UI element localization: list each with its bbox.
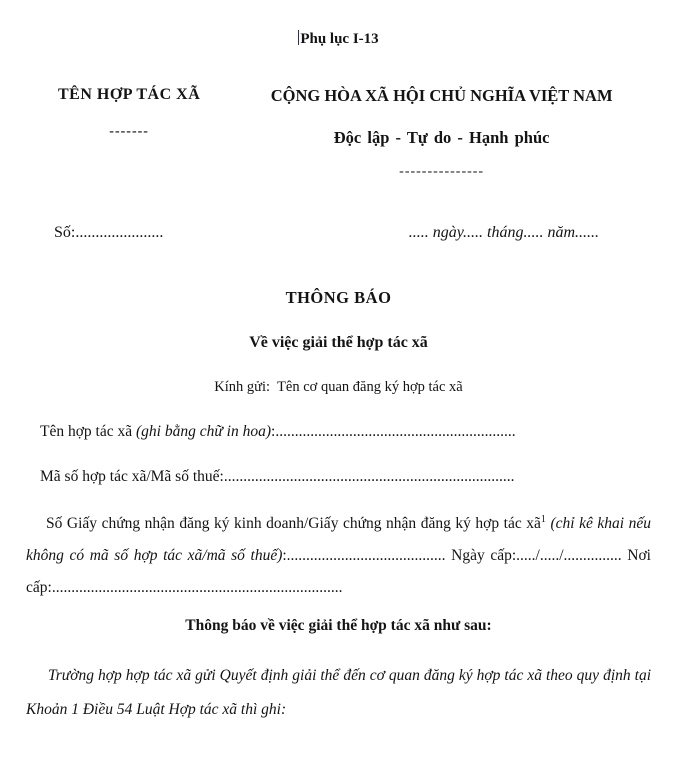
certificate-note: (chỉ kê khai nếu không có mã số hợp tác xã/mã số thuế) — [26, 515, 651, 564]
tax-code-line — [26, 468, 651, 486]
appendix-line — [26, 30, 651, 48]
org-name-divider: ------- — [109, 124, 149, 139]
recipient-line: Kính gửi: Tên cơ quan đăng ký hợp tác xã — [214, 379, 463, 395]
meta-row — [26, 224, 651, 242]
instruction-paragraph: Trường hợp hợp tác xã gửi Quyết định giải thể đến cơ quan đăng ký hợp tác xã theo quy định tại Khoản 1 Điều 54 Luật Hợp tác xã thì ghi: — [26, 667, 651, 718]
tax-code-blank[interactable]: :........................................................................... — [219, 468, 515, 485]
coop-name-label: Tên hợp tác xã — [40, 423, 136, 440]
issue-date-field[interactable]: Ngày cấp:...../...../............... — [445, 546, 628, 564]
document-number-field[interactable]: Số:...................... — [54, 224, 164, 241]
coop-name-blank[interactable]: :.............................................................. — [271, 423, 516, 440]
document-title: THÔNG BÁO — [285, 288, 392, 307]
footnote-ref-1: 1 — [540, 513, 546, 525]
motto-divider: --------------- — [399, 164, 485, 179]
certificate-blank[interactable]: :......................................... — [282, 546, 446, 564]
appendix-label: Phụ lục I-13 — [300, 31, 379, 47]
national-motto: Độc lập - Tự do - Hạnh phúc — [333, 128, 550, 147]
org-name: TÊN HỢP TÁC XÃ — [57, 86, 201, 103]
announce-heading: Thông báo về việc giải thể hợp tác xã như sau: — [185, 617, 492, 635]
tax-code-label: Mã số hợp tác xã/Mã số thuế — [40, 468, 220, 485]
coop-name-line — [26, 423, 651, 441]
header-right-column — [232, 86, 651, 180]
certificate-label: Số Giấy chứng nhận đăng ký kinh doanh/Giấy chứng nhận đăng ký hợp tác xã — [46, 515, 541, 532]
national-title: CỘNG HÒA XÃ HỘI CHỦ NGHĨA VIỆT NAM — [270, 86, 613, 105]
date-field[interactable]: ..... ngày..... tháng..... năm...... — [408, 224, 599, 241]
issue-place-field[interactable]: Nơi cấp:........................................................................... — [26, 546, 651, 596]
coop-name-note: (ghi bằng chữ in hoa) — [136, 423, 272, 440]
certificate-paragraph — [26, 508, 651, 603]
document-subject: Về việc giải thể hợp tác xã — [249, 334, 428, 351]
header-left-column — [26, 86, 232, 180]
document-header — [26, 86, 651, 180]
